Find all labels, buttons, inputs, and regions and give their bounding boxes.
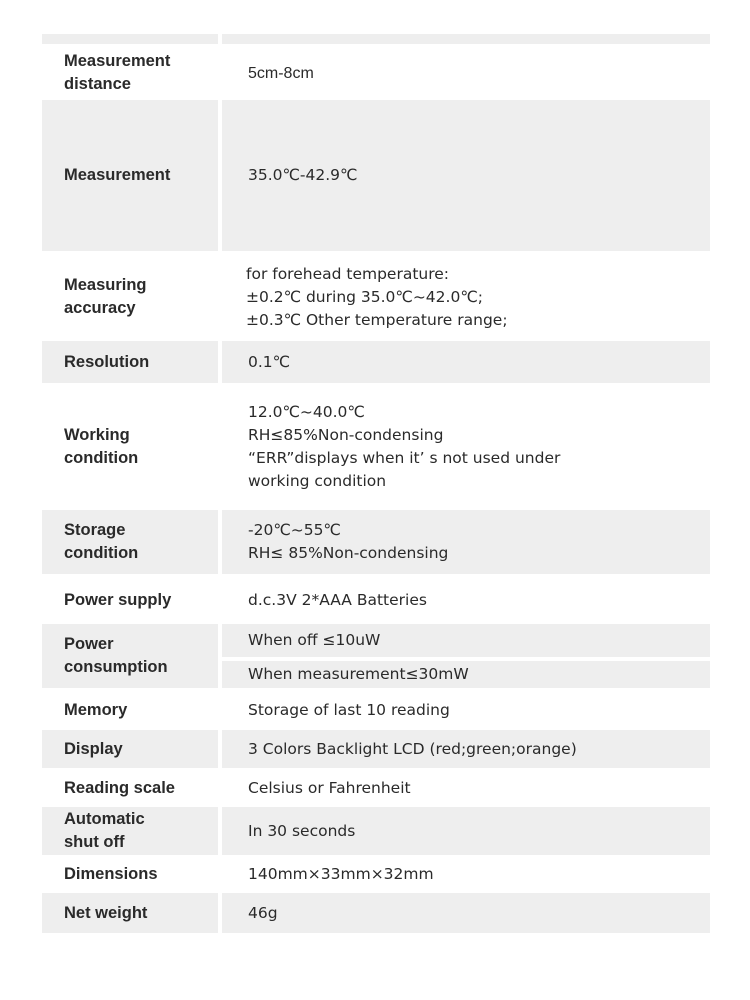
row-value-line: RH≤85%Non-condensing [248,426,444,444]
row-value-line: “ERR”displays when it’ s not used under [248,449,561,467]
row-value: d.c.3V 2*AAA Batteries [248,590,427,609]
row-value-cell [222,807,710,855]
row-automatic-shut-off [42,807,710,855]
row-value-line: ±0.2℃ during 35.0℃~42.0℃; [246,287,483,306]
table-top-strip [42,34,710,44]
top-strip-label-cell [42,34,218,44]
row-label: Reading scale [64,778,175,797]
row-value: 140mm×33mm×32mm [248,864,434,883]
row-resolution [42,341,710,383]
row-value-lines [248,401,560,493]
row-label-cell [42,858,218,890]
row-reading-scale [42,770,710,806]
row-storage-condition [42,510,710,574]
row-value: 0.1℃ [248,352,291,371]
row-label-cell [42,807,218,855]
row-value-lines [246,263,508,332]
row-label-cell [42,770,218,806]
row-label: Automatic shut off [64,810,145,851]
row-value: 35.0℃-42.9℃ [248,166,358,184]
row-label: Power consumption [64,635,168,676]
row-label: Power supply [64,590,172,609]
row-value-line: 12.0℃~40.0℃ [248,403,365,421]
row-label: Net weight [64,903,148,922]
top-strip-value-cell [222,34,710,44]
row-net-weight [42,893,710,933]
row-label-cell [42,392,218,502]
row-value: 5cm-8cm [248,64,314,82]
row-label-cell [42,580,218,620]
row-value-line: -20℃~55℃ [248,521,341,539]
row-value: 3 Colors Backlight LCD (red;green;orange) [248,739,577,758]
row-value-line: RH≤ 85%Non-condensing [248,544,449,562]
row-power-supply [42,580,710,620]
row-value-subcell [222,624,710,657]
row-label: Working condition [64,426,139,467]
row-display [42,730,710,768]
row-value-cell [222,893,710,933]
row-label: Measuring accuracy [64,276,147,317]
row-label-cell [42,692,218,728]
row-label: Memory [64,700,128,719]
row-value-line: working condition [248,472,387,490]
row-label-cell [42,341,218,383]
row-measurement-distance [42,47,710,99]
row-value-subcell [222,661,710,688]
row-value-cell [222,858,710,890]
row-value-cell [222,47,710,99]
row-label: Measurement [64,166,171,184]
row-label: Dimensions [64,864,158,883]
row-value-line: When measurement≤30mW [248,665,469,683]
row-value-cell [222,100,710,251]
row-value-cell [222,580,710,620]
row-memory [42,692,710,728]
row-label-cell [42,47,218,99]
row-value-line: When off ≤10uW [248,631,381,649]
row-label: Display [64,739,123,758]
row-value-line: ±0.3℃ Other temperature range; [246,310,508,329]
row-value-subrows [222,624,710,688]
row-value-cell [222,392,710,502]
row-working-condition [42,392,710,502]
row-value: Celsius or Fahrenheit [248,778,411,797]
row-measuring-accuracy [42,256,710,338]
row-value-cell [222,770,710,806]
row-value-cell [222,256,710,338]
row-value: Storage of last 10 reading [248,700,450,719]
row-value: In 30 seconds [248,821,356,840]
row-label-cell [42,256,218,338]
row-value-cell [222,341,710,383]
row-value-line: for forehead temperature: [246,264,450,283]
row-value: 46g [248,903,278,922]
row-power-consumption [42,624,710,688]
row-dimensions [42,858,710,890]
row-value-cell [222,730,710,768]
row-label: Storage condition [64,521,139,562]
row-value-lines [248,519,448,565]
row-measurement [42,100,710,251]
row-value-cell [222,692,710,728]
row-label: Measurement distance [64,52,171,93]
row-label-cell [42,510,218,574]
row-value-cell [222,510,710,574]
row-label-cell [42,624,218,688]
row-label-cell [42,100,218,251]
row-label-cell [42,893,218,933]
row-label-cell [42,730,218,768]
row-label: Resolution [64,352,150,371]
